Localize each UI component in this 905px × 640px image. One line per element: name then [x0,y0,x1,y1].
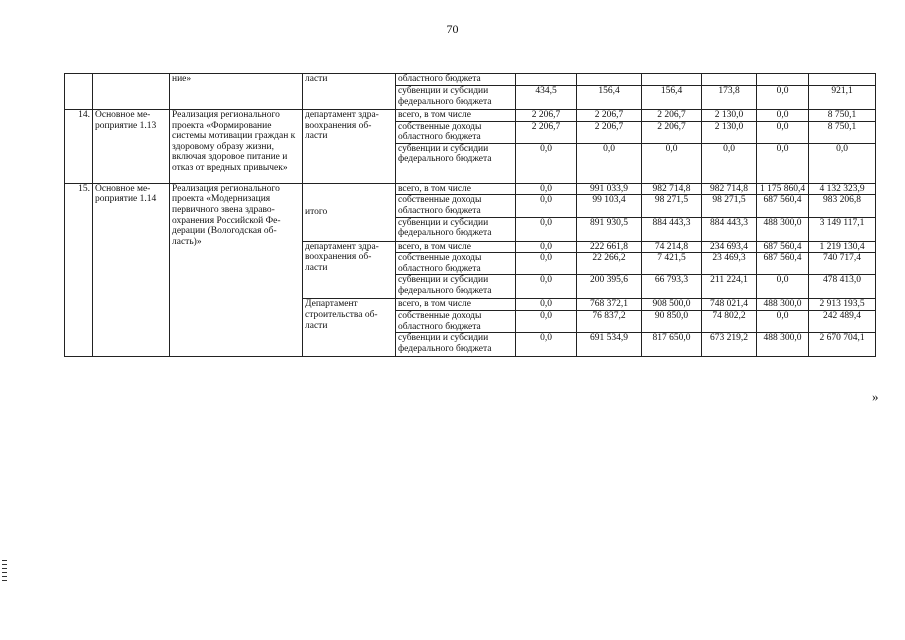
cell-funding-type: всего, в том числе [396,299,516,311]
cell-value [642,74,702,86]
cell-value: 0,0 [757,121,809,143]
cell-executor: департамент здра-воохранения об-ласти [303,110,396,184]
cell-value: 0,0 [516,183,577,195]
cell-value: 173,8 [702,86,757,110]
cell-value: 242 489,4 [809,310,876,332]
cell-value: 76 837,2 [577,310,642,332]
cell-value: 0,0 [809,143,876,183]
cell-value: 2 130,0 [702,121,757,143]
cell-value: 991 033,9 [577,183,642,195]
cell-value: 921,1 [809,86,876,110]
cell-name: Основное ме-роприятие 1.13 [93,110,170,184]
cell-value: 4 132 323,9 [809,183,876,195]
cell-value: 983 206,8 [809,195,876,217]
cell-value: 8 750,1 [809,121,876,143]
cell-value: 7 421,5 [642,253,702,275]
cell-funding-type: субвенции и субсидии федерального бюджета [396,333,516,357]
cell-value: 891 930,5 [577,217,642,241]
cell-value: 0,0 [702,143,757,183]
cell-value: 2 670 704,1 [809,333,876,357]
cell-description: Реализация регионального проекта «Модернизация первичного звена здраво-охранения Российской Фе-дерации (Вологодская об-ласть)» [170,183,303,356]
cell-value: 90 850,0 [642,310,702,332]
cell-funding-type: субвенции и субсидии федерального бюджета [396,217,516,241]
cell-value: 23 469,3 [702,253,757,275]
cell-name [93,74,170,110]
cell-funding-type: всего, в том числе [396,241,516,253]
cell-value: 908 500,0 [642,299,702,311]
cell-num: 15. [65,183,93,356]
cell-value: 0,0 [516,333,577,357]
cell-value: 0,0 [516,143,577,183]
cell-value: 156,4 [577,86,642,110]
margin-marks [2,560,7,584]
cell-value: 0,0 [757,143,809,183]
cell-value: 434,5 [516,86,577,110]
cell-value: 1 219 130,4 [809,241,876,253]
cell-funding-type: областного бюджета [396,74,516,86]
cell-value [702,74,757,86]
cell-value: 0,0 [516,275,577,299]
cell-value: 222 661,8 [577,241,642,253]
cell-description: Реализация регионального проекта «Формирование системы мотивации граждан к здоровому образу жизни, включая здоровое питание и отказ от вредных привычек» [170,110,303,184]
cell-value [757,74,809,86]
cell-value: 211 224,1 [702,275,757,299]
cell-value: 982 714,8 [702,183,757,195]
cell-value: 234 693,4 [702,241,757,253]
cell-funding-type: субвенции и субсидии федерального бюджета [396,86,516,110]
cell-value: 200 395,6 [577,275,642,299]
cell-value: 0,0 [757,310,809,332]
table-row [65,74,876,86]
cell-executor: итого [303,183,396,241]
cell-value: 0,0 [642,143,702,183]
cell-value: 740 717,4 [809,253,876,275]
cell-value: 2 130,0 [702,110,757,122]
table-row [65,110,876,122]
cell-description: ние» [170,74,303,110]
cell-value: 817 650,0 [642,333,702,357]
cell-value: 0,0 [757,275,809,299]
cell-value: 884 443,3 [702,217,757,241]
cell-name: Основное ме-роприятие 1.14 [93,183,170,356]
cell-value: 673 219,2 [702,333,757,357]
cell-value: 2 206,7 [642,121,702,143]
cell-value: 2 206,7 [516,121,577,143]
cell-value: 74 802,2 [702,310,757,332]
cell-value: 488 300,0 [757,333,809,357]
cell-value [809,74,876,86]
cell-value: 687 560,4 [757,195,809,217]
cell-value: 8 750,1 [809,110,876,122]
cell-value: 2 206,7 [516,110,577,122]
cell-value: 0,0 [516,217,577,241]
cell-executor: ласти [303,74,396,110]
cell-funding-type: всего, в том числе [396,110,516,122]
cell-value: 0,0 [757,110,809,122]
cell-value: 691 534,9 [577,333,642,357]
cell-value: 488 300,0 [757,299,809,311]
cell-value: 0,0 [516,253,577,275]
cell-value: 0,0 [516,310,577,332]
cell-value: 66 793,3 [642,275,702,299]
cell-funding-type: субвенции и субсидии федерального бюджета [396,143,516,183]
cell-value: 884 443,3 [642,217,702,241]
cell-executor: Департамент строительства об-ласти [303,299,396,357]
cell-value: 0,0 [516,241,577,253]
cell-value: 687 560,4 [757,241,809,253]
cell-value: 74 214,8 [642,241,702,253]
cell-value: 2 206,7 [577,121,642,143]
cell-value: 0,0 [516,299,577,311]
cell-value: 1 175 860,4 [757,183,809,195]
budget-table [64,73,876,357]
cell-funding-type: собственные доходы областного бюджета [396,121,516,143]
cell-value: 22 266,2 [577,253,642,275]
cell-executor: департамент здра-воохранения об-ласти [303,241,396,299]
cell-value: 687 560,4 [757,253,809,275]
cell-value: 2 206,7 [577,110,642,122]
cell-value [516,74,577,86]
cell-funding-type: всего, в том числе [396,183,516,195]
cell-value: 3 149 117,1 [809,217,876,241]
cell-num: 14. [65,110,93,184]
cell-value: 98 271,5 [702,195,757,217]
cell-value: 0,0 [577,143,642,183]
page-number: 70 [446,22,459,36]
cell-value: 99 103,4 [577,195,642,217]
closing-quote: » [872,389,879,404]
cell-funding-type: собственные доходы областного бюджета [396,253,516,275]
cell-value: 488 300,0 [757,217,809,241]
cell-value: 98 271,5 [642,195,702,217]
cell-value: 768 372,1 [577,299,642,311]
cell-funding-type: собственные доходы областного бюджета [396,310,516,332]
cell-value [577,74,642,86]
cell-funding-type: собственные доходы областного бюджета [396,195,516,217]
cell-value: 2 913 193,5 [809,299,876,311]
cell-value: 0,0 [516,195,577,217]
cell-value: 2 206,7 [642,110,702,122]
cell-value: 0,0 [757,86,809,110]
cell-value: 982 714,8 [642,183,702,195]
table-row [65,183,876,195]
cell-num [65,74,93,110]
cell-value: 156,4 [642,86,702,110]
cell-value: 478 413,0 [809,275,876,299]
cell-value: 748 021,4 [702,299,757,311]
cell-funding-type: субвенции и субсидии федерального бюджета [396,275,516,299]
